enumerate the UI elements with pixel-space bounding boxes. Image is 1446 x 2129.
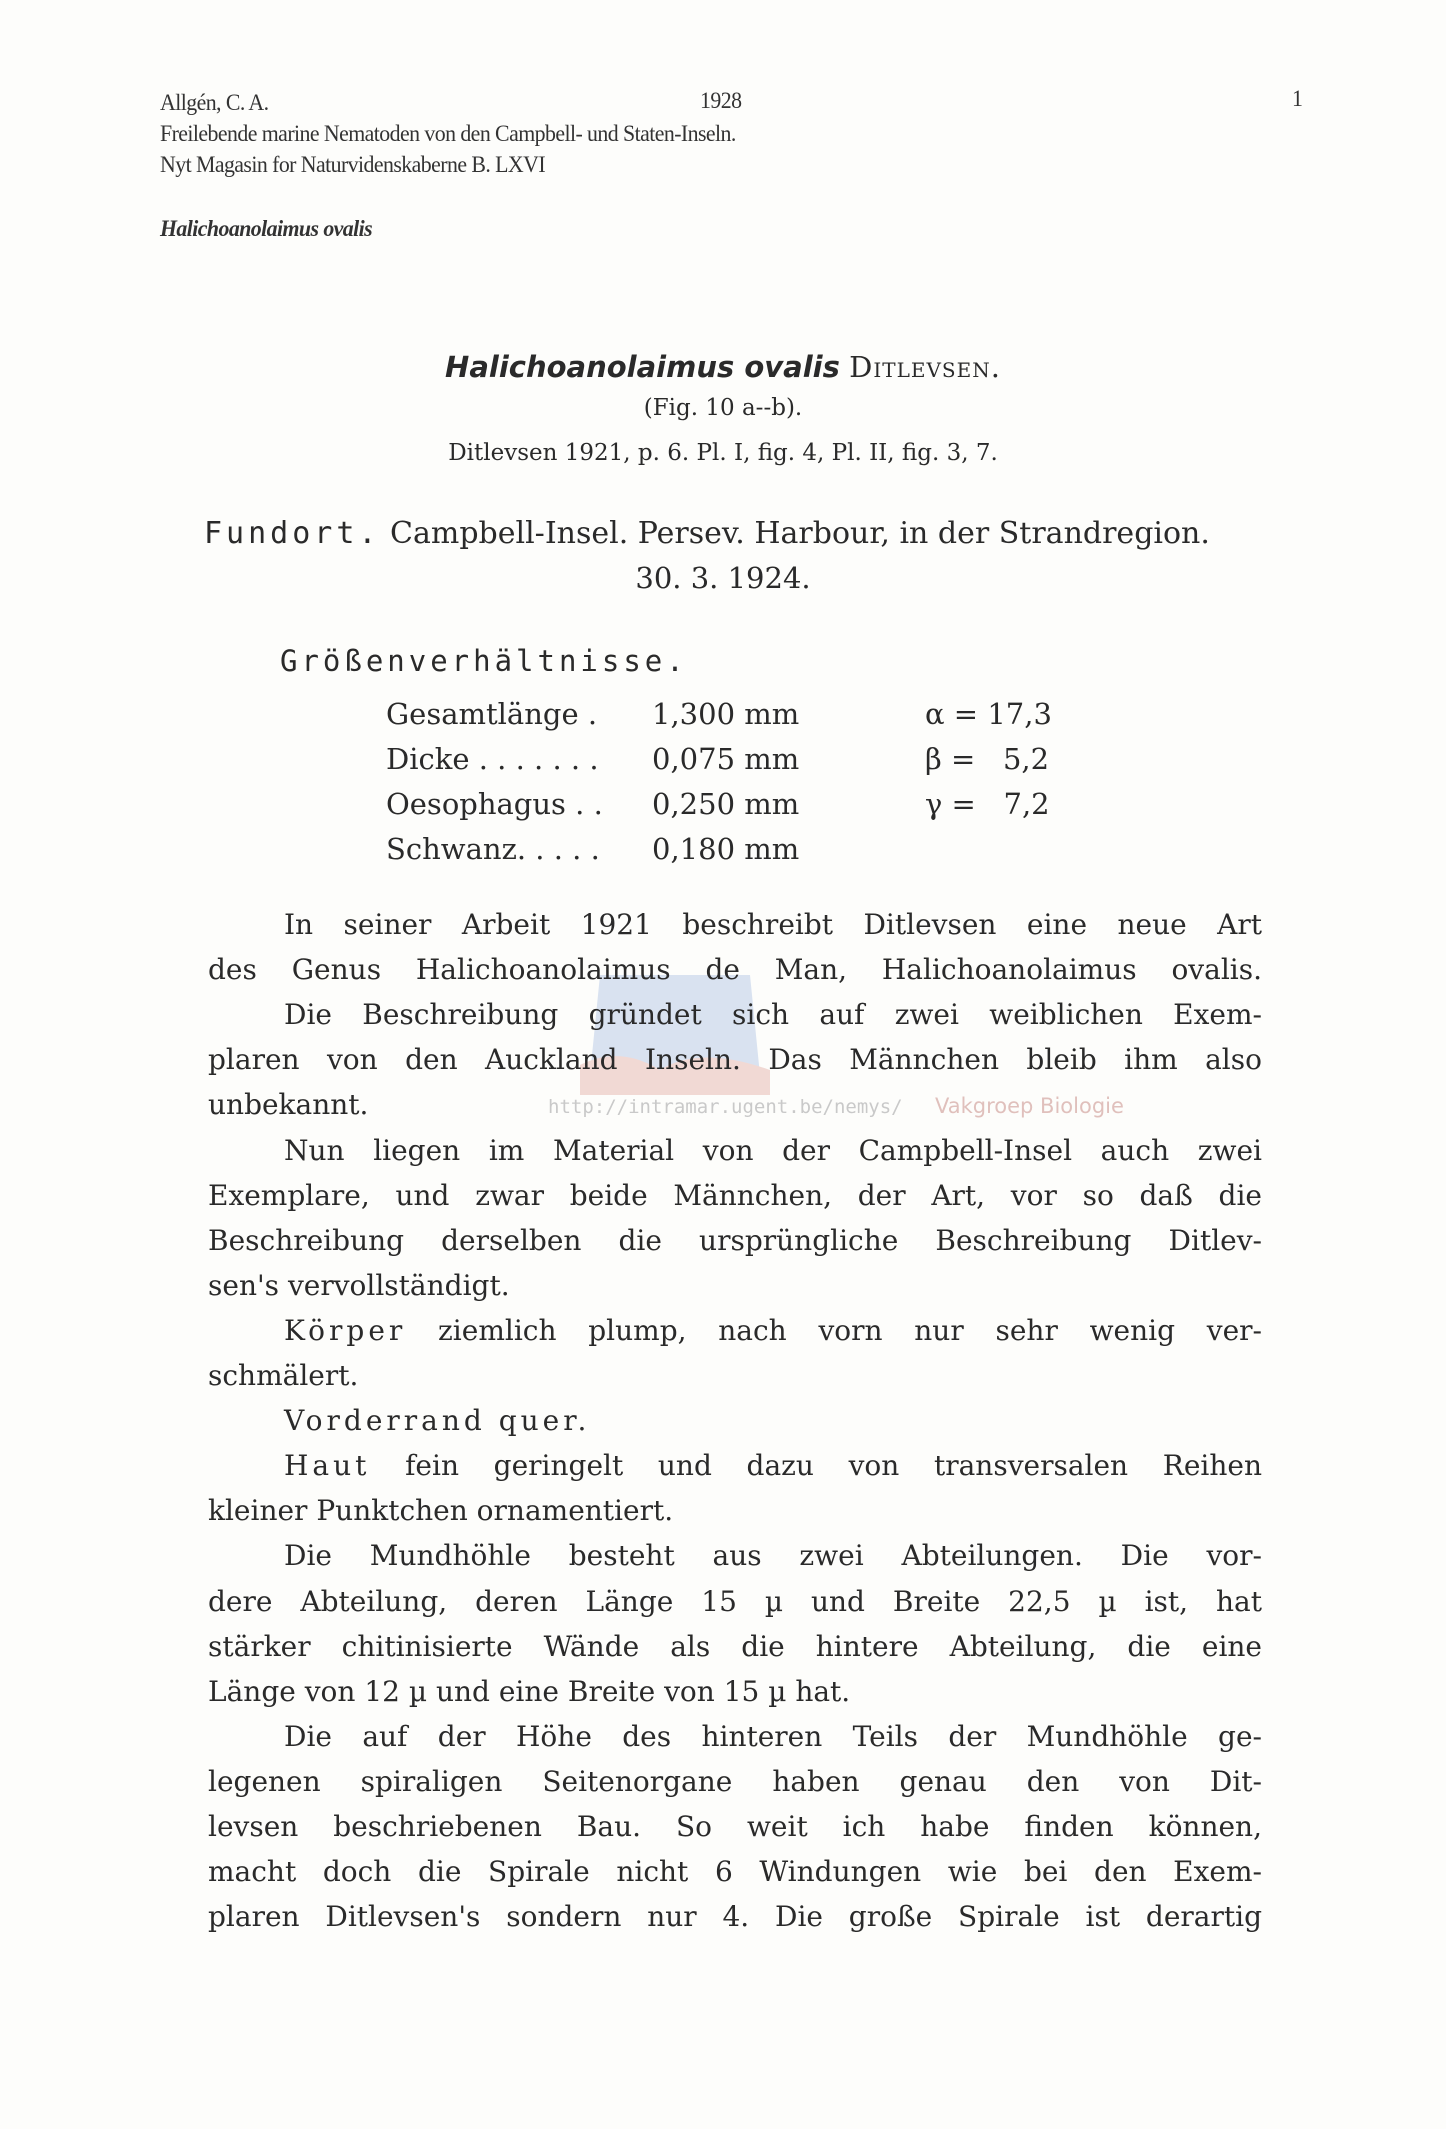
text-line (208, 1630, 1262, 1663)
locality-text: Campbell-Insel. Persev. Harbour, in der Strandregion. (390, 516, 1210, 551)
measurements-title: Größenverhältnisse. (280, 644, 688, 678)
line-text: Die Mundhöhle besteht aus zwei Abteilungen. Die vor- (284, 1539, 1262, 1573)
line-text: In seiner Arbeit 1921 beschreibt Ditlevsen eine neue Art (284, 908, 1262, 941)
line-text: ziemlich plump, nach vorn nur sehr wenig ver- (406, 1313, 1262, 1347)
line-text: Exemplare, und zwar beide Männchen, der Art, vor so daß die (208, 1178, 1262, 1212)
text-line (208, 1810, 1262, 1843)
line-text: plaren von den Auckland Inseln. Das Männchen bleib ihm also (208, 1043, 1262, 1077)
line-text: Beschreibung derselben die ursprüngliche Beschreibung Ditlev- (208, 1223, 1262, 1257)
text-line (208, 1314, 1262, 1347)
text-line (208, 1449, 1262, 1482)
measurement-value: 0,250 mm (652, 787, 800, 821)
line-text: schmälert. (208, 1359, 359, 1392)
text-line (208, 1539, 1262, 1572)
line-text: sen's vervollständigt. (208, 1268, 510, 1302)
line-text: dere Abteilung, deren Länge 15 µ und Breite 22,5 µ ist, hat (208, 1584, 1262, 1618)
line-text: Die auf der Höhe des hinteren Teils der Mundhöhle ge- (284, 1719, 1262, 1753)
text-line (208, 1134, 1262, 1167)
line-text: levsen beschriebenen Bau. So weit ich habe finden können, (208, 1810, 1262, 1843)
species-label: Halichoanolaimus ovalis (160, 216, 373, 241)
text-line (208, 1900, 1262, 1933)
line-text: stärker chitinisierte Wände als die hintere Abteilung, die eine (208, 1629, 1262, 1663)
measurement-ratio: β = 5,2 (925, 742, 1050, 776)
journal: Nyt Magasin for Naturvidenskaberne B. LXVI (160, 152, 546, 177)
text-line (208, 1855, 1262, 1888)
text-line (208, 1043, 1262, 1076)
measurement-ratio: γ = 7,2 (925, 787, 1050, 821)
spaced-term: Vorderrand quer. (284, 1404, 591, 1438)
text-line (208, 1088, 368, 1121)
species-heading (0, 350, 1446, 384)
text-line (208, 1224, 1262, 1257)
text-line (208, 1179, 1262, 1212)
measurement-value: 0,075 mm (652, 742, 800, 776)
line-text: kleiner Punktchen ornamentiert. (208, 1494, 674, 1528)
citation: Ditlevsen 1921, p. 6. Pl. I, fig. 4, Pl. II, fig. 3, 7. (448, 440, 998, 466)
line-text: fein geringelt und dazu von transversalen Reihen (370, 1449, 1262, 1483)
line-text: Länge von 12 µ und eine Breite von 15 µ hat. (208, 1674, 851, 1708)
figure-reference: (Fig. 10 a--b). (643, 395, 803, 421)
year: 1928 (700, 88, 742, 113)
article-title: Freilebende marine Nematoden von den Campbell- und Staten-Inseln. (160, 121, 736, 146)
author: Allgén, C. A. (160, 90, 269, 115)
text-line (208, 908, 1262, 941)
measurement-name: Dicke . . . . . . . (386, 742, 599, 776)
locality-label: Fundort. (204, 516, 381, 551)
line-text: plaren Ditlevsen's sondern nur 4. Die große Spirale ist derartig (208, 1900, 1262, 1934)
measurement-name: Oesophagus . . (386, 787, 603, 821)
text-line (208, 1404, 590, 1437)
measurement-name: Gesamtlänge . (386, 697, 598, 731)
measurement-name: Schwanz. . . . . (386, 832, 600, 866)
text-line (208, 1269, 510, 1302)
text-line (208, 1494, 673, 1527)
watermark-department: Vakgroep Biologie (935, 1094, 1124, 1118)
line-text: Die Beschreibung gründet sich auf zwei weiblichen Exem- (284, 998, 1262, 1032)
authority: Ditlevsen. (849, 350, 1001, 384)
page-number: 1 (1292, 86, 1303, 111)
line-text: unbekannt. (208, 1088, 369, 1122)
text-line (208, 1720, 1262, 1753)
measurement-ratio: α = 17,3 (925, 697, 1052, 731)
locality (204, 516, 1210, 551)
line-text: des Genus Halichoanolaimus de Man, Halichoanolaimus ovalis. (208, 953, 1262, 987)
line-text: legenen spiraligen Seitenorgane haben genau den von Dit- (208, 1764, 1262, 1798)
measurement-value: 0,180 mm (652, 832, 800, 866)
species-name: Halichoanolaimus ovalis (445, 350, 840, 384)
text-line (208, 1585, 1262, 1618)
spaced-term: Körper (284, 1313, 407, 1347)
text-line (208, 998, 1262, 1031)
spaced-term: Haut (284, 1449, 371, 1483)
text-line (208, 953, 1262, 986)
text-line (208, 1359, 358, 1392)
measurement-value: 1,300 mm (652, 697, 800, 731)
locality-date: 30. 3. 1924. (635, 561, 811, 595)
line-text: macht doch die Spirale nicht 6 Windungen wie bei den Exem- (208, 1855, 1262, 1889)
line-text: Nun liegen im Material von der Campbell-Insel auch zwei (284, 1133, 1262, 1167)
text-line (208, 1765, 1262, 1798)
text-line (208, 1675, 850, 1708)
watermark-url: http://intramar.ugent.be/nemys/ (548, 1096, 903, 1118)
